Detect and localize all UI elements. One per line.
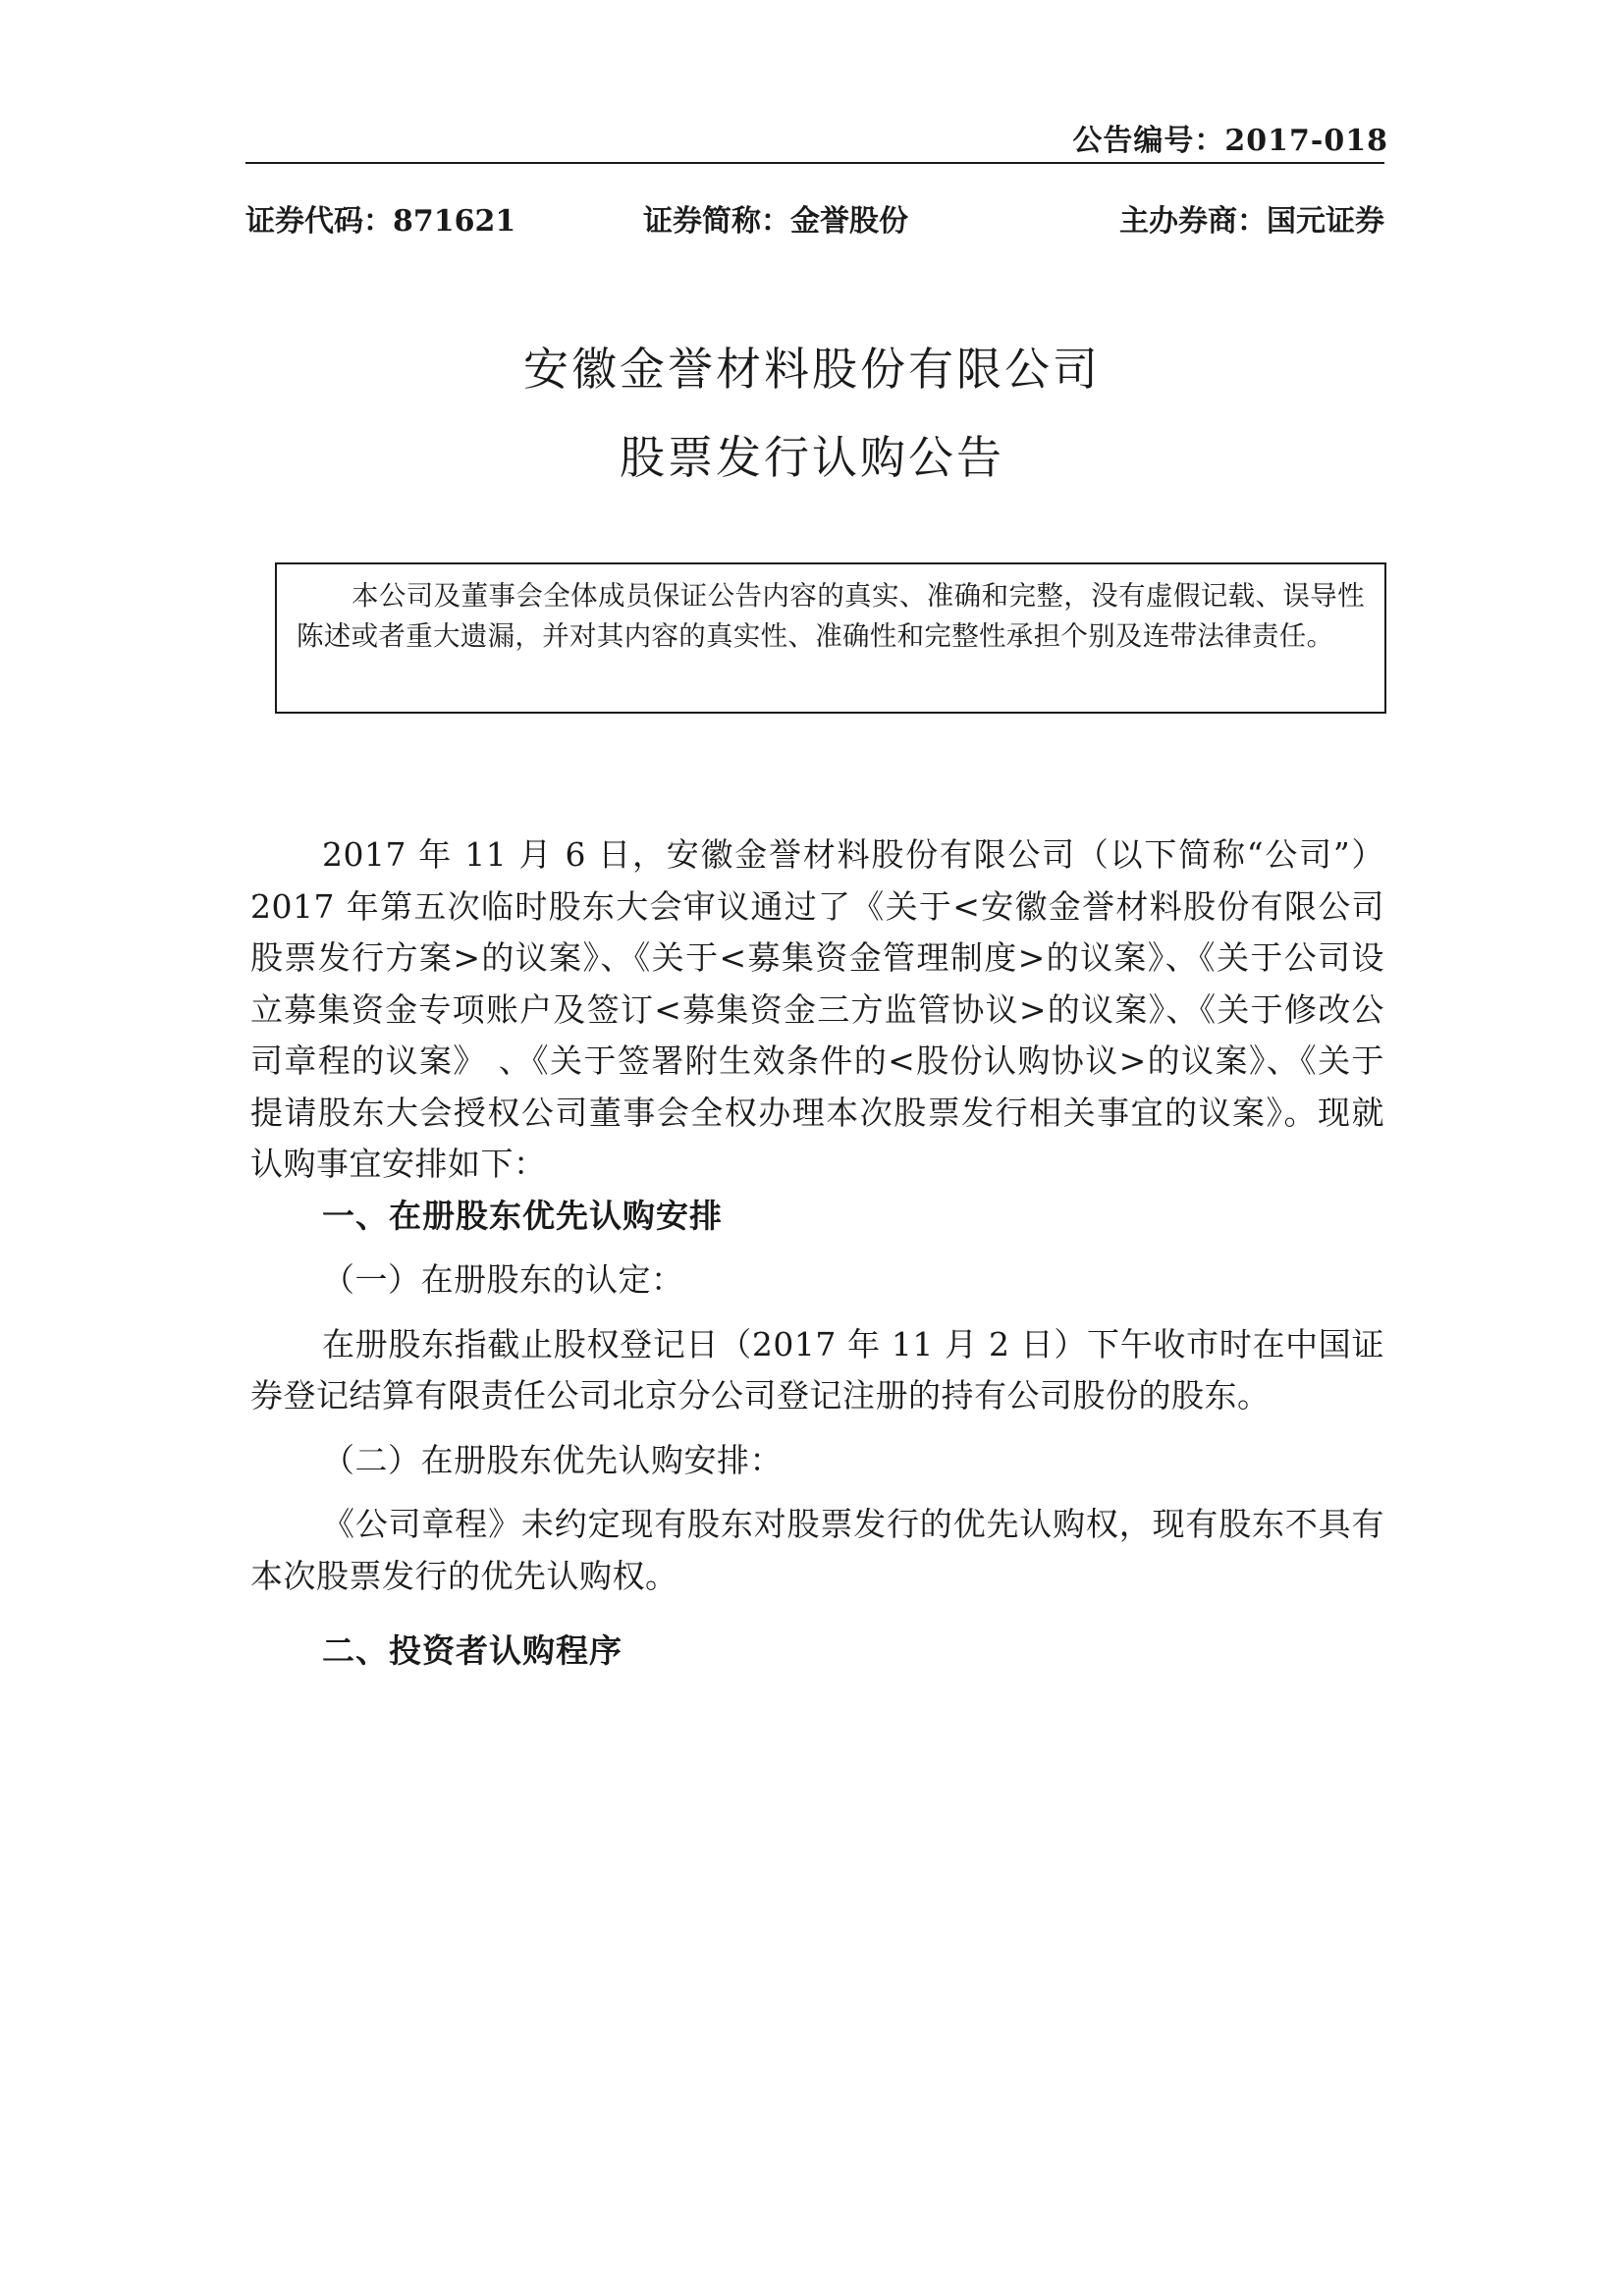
subsection-1-paragraph: 在册股东指截止股权登记日（2017 年 11 月 2 日）下午收市时在中国证券登记结算有限责任公司北京分公司登记注册的持有公司股份的股东。	[250, 1324, 1384, 1415]
announcement-number: 公告编号：2017-018	[1072, 124, 1388, 158]
header-divider	[245, 162, 1384, 164]
securities-info-row	[245, 196, 1384, 240]
securities-abbreviation: 证券简称：金誉股份	[643, 204, 908, 239]
subsection-2-heading: （二）在册股东优先认购安排：	[322, 1440, 783, 1479]
document-title-subject: 股票发行认购公告	[620, 431, 1004, 484]
subsection-2-paragraph: 《公司章程》未约定现有股东对股票发行的优先认购权，现有股东不具有本次股票发行的优先认购权。	[250, 1505, 1384, 1595]
board-statement-box: 本公司及董事会全体成员保证公告内容的真实、准确和完整，没有虚假记载、误导性陈述或者重大遗漏，并对其内容的真实性、准确性和完整性承担个别及连带法律责任。	[275, 562, 1386, 714]
section-1-heading: 一、在册股东优先认购安排	[322, 1196, 723, 1235]
document-body	[250, 829, 1384, 1678]
intro-paragraph: 2017 年 11 月 6 日，安徽金誉材料股份有限公司（以下简称“公司”）2017 年第五次临时股东大会审议通过了《关于<安徽金誉材料股份有限公司股票发行方案>的议案》、《关于<募集资金管理制度>的议案》、《关于公司设立募集资金专项账户及签订<募集资金三方监管协议>的议案》、《关于修改公司章程的议案》 、《关于签署附生效条件的<股份认购协议>的议案》、《关于提请股东大会授权公司董事会全权办理本次股票发行相关事宜的议案》。现就认购事宜安排如下：	[250, 835, 1384, 1183]
lead-broker: 主办券商：国元证券	[1119, 204, 1384, 239]
securities-code: 证券代码：871621	[245, 204, 516, 239]
section-2-heading: 二、投资者认购程序	[322, 1631, 623, 1670]
subsection-1-heading: （一）在册股东的认定：	[322, 1260, 684, 1299]
document-title-company: 安徽金誉材料股份有限公司	[523, 343, 1101, 396]
